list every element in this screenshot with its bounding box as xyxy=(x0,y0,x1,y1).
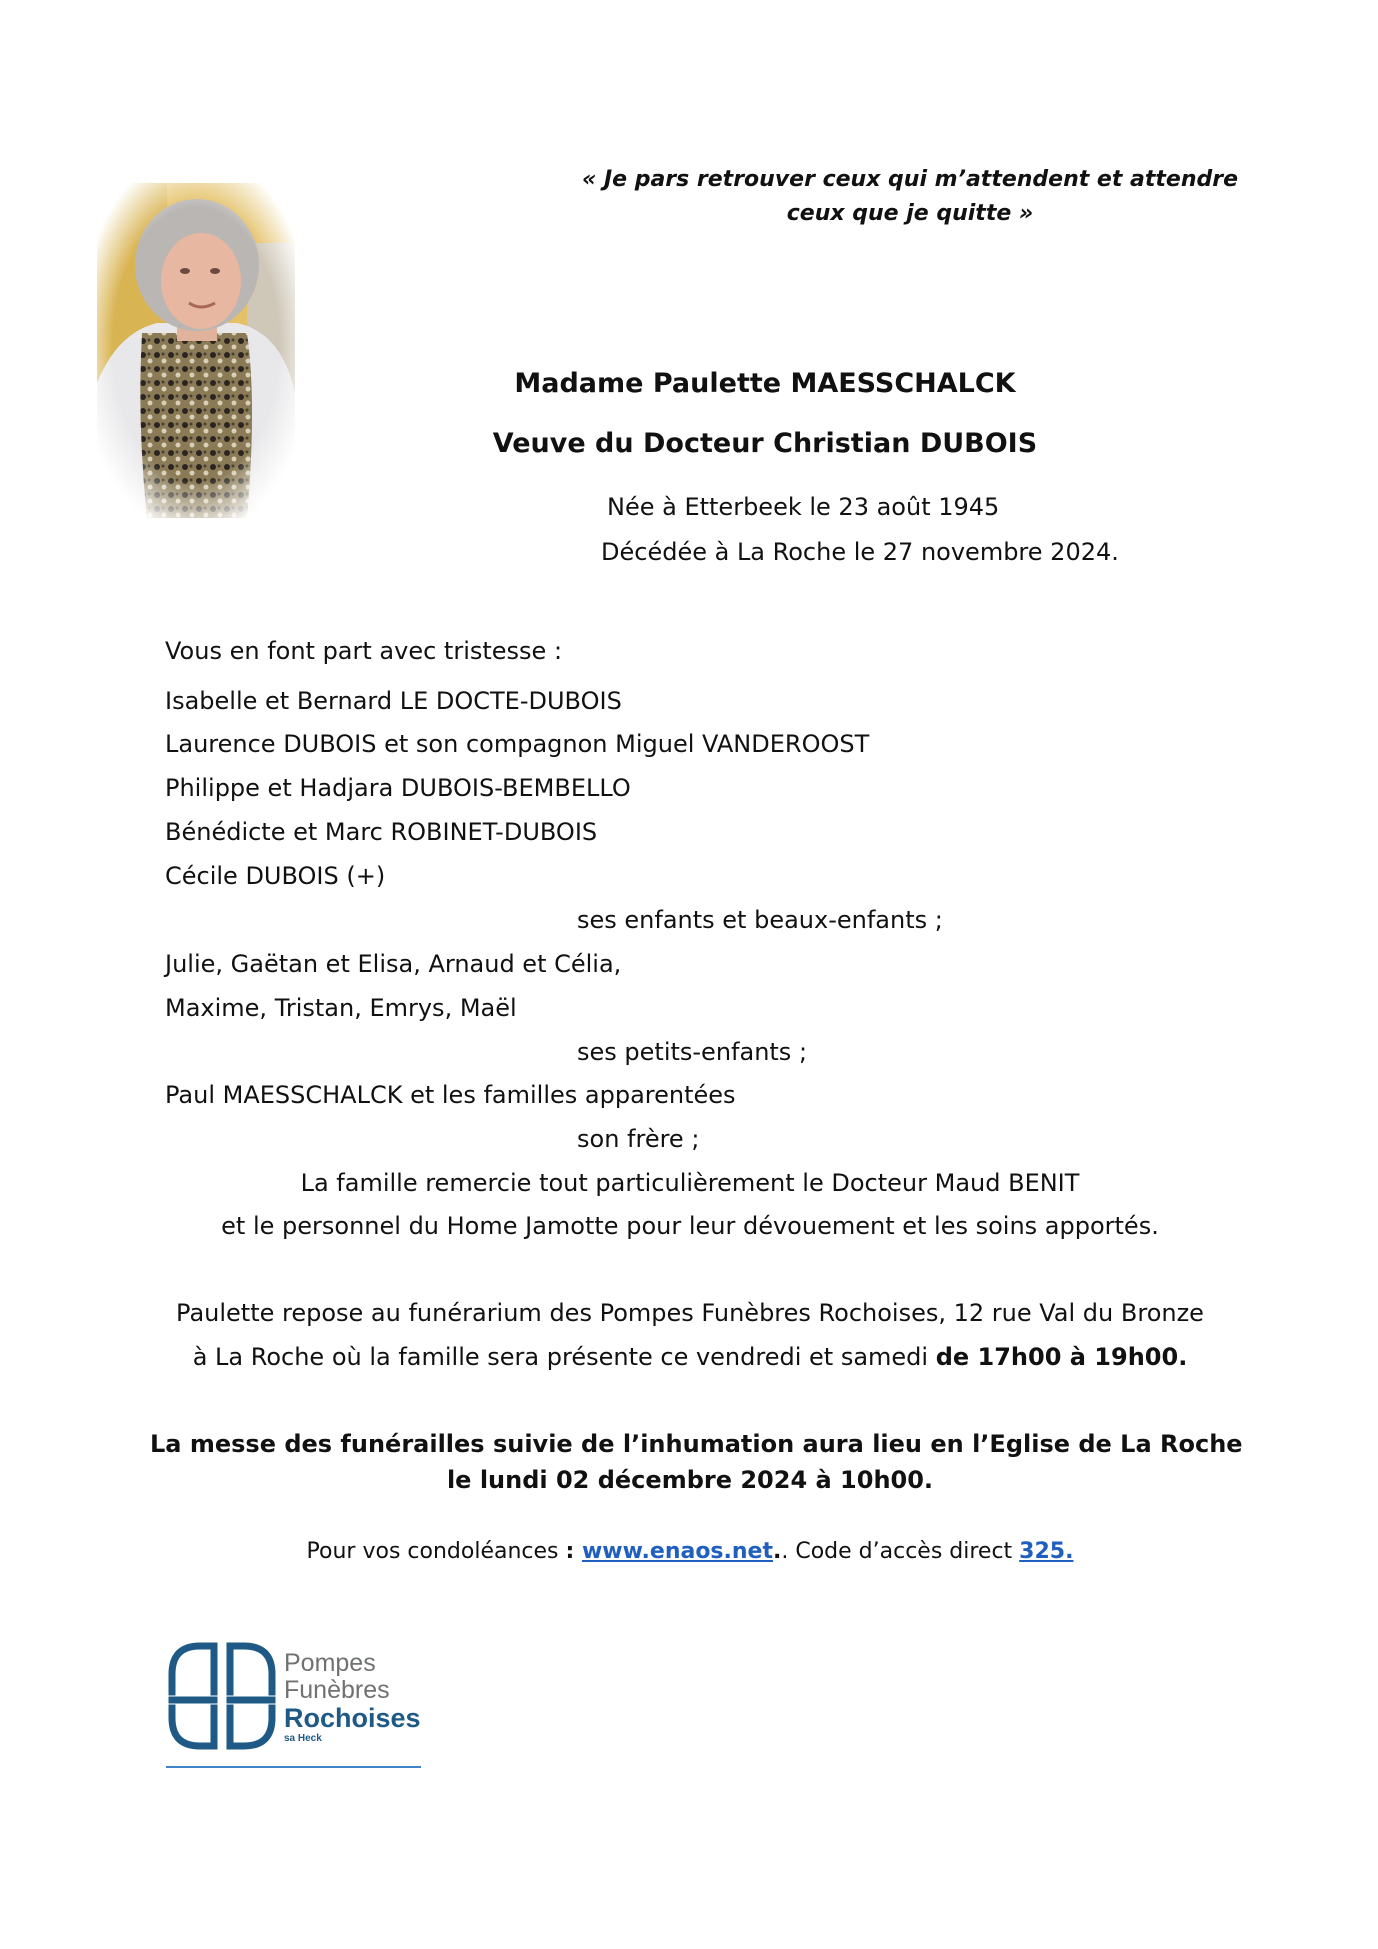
logo-wordmark xyxy=(284,1650,421,1744)
grandchildren-label: ses petits-enfants ; xyxy=(577,1038,808,1066)
funeral-home-logo xyxy=(166,1638,426,1768)
logo-line-2: Funèbres xyxy=(284,1676,390,1704)
child-entry: Isabelle et Bernard LE DOCTE-DUBOIS xyxy=(165,687,622,715)
portrait-image xyxy=(97,183,295,518)
birth-line: Née à Etterbeek le 23 août 1945 xyxy=(607,493,1000,521)
funeral-line-1: La messe des funérailles suivie de l’inhumation aura lieu en l’Eglise de La Roche xyxy=(150,1430,1243,1458)
epitaph-quote xyxy=(560,163,1260,231)
grandchildren-entry: Maxime, Tristan, Emrys, Maël xyxy=(165,994,517,1022)
access-code-link[interactable]: 325. xyxy=(1019,1539,1074,1564)
child-entry: Philippe et Hadjara DUBOIS-BEMBELLO xyxy=(165,774,631,802)
logo-line-3: Rochoises xyxy=(284,1703,421,1733)
children-label: ses enfants et beaux-enfants ; xyxy=(577,906,943,934)
death-line: Décédée à La Roche le 27 novembre 2024. xyxy=(601,538,1119,566)
condolences-label: Pour vos condoléances xyxy=(306,1539,566,1564)
child-entry: Laurence DUBOIS et son compagnon Miguel VANDEROOST xyxy=(165,730,870,758)
condolences-colon: : xyxy=(565,1539,582,1564)
child-entry: Bénédicte et Marc ROBINET-DUBOIS xyxy=(165,818,598,846)
brother-label: son frère ; xyxy=(577,1125,700,1153)
condolences-site-link[interactable]: www.enaos.net xyxy=(581,1539,773,1564)
condolences-line xyxy=(150,1537,1230,1567)
thanks-line-1: La famille remercie tout particulièrement le Docteur Maud BENIT xyxy=(300,1169,1080,1197)
child-entry: Cécile DUBOIS (+) xyxy=(165,862,386,890)
deceased-name: Madame Paulette MAESSCHALCK xyxy=(514,368,1016,399)
access-code-label: . Code d’accès direct xyxy=(781,1539,1020,1564)
logo-underline xyxy=(166,1766,421,1768)
portrait-photo xyxy=(97,183,295,518)
cross-emblem-icon xyxy=(166,1640,278,1752)
thanks-line-2: et le personnel du Home Jamotte pour leur dévouement et les soins apportés. xyxy=(221,1212,1159,1240)
logo-line-4: sa Heck xyxy=(284,1733,322,1744)
quote-line-2: ceux que je quitte » xyxy=(786,201,1034,226)
logo-line-1: Pompes xyxy=(284,1649,376,1677)
visitation-hours: de 17h00 à 19h00. xyxy=(935,1343,1188,1371)
quote-line-1: « Je pars retrouver ceux qui m’attendent et attendre xyxy=(581,167,1238,192)
brother-entry: Paul MAESSCHALCK et les familles apparentées xyxy=(165,1081,736,1109)
widow-of-line: Veuve du Docteur Christian DUBOIS xyxy=(492,428,1038,459)
funeral-line-2: le lundi 02 décembre 2024 à 10h00. xyxy=(446,1466,934,1494)
announcement-intro: Vous en font part avec tristesse : xyxy=(165,637,563,665)
condolences-dot: . xyxy=(773,1539,782,1564)
grandchildren-entry: Julie, Gaëtan et Elisa, Arnaud et Célia, xyxy=(165,950,622,978)
visitation-text: à La Roche où la famille sera présente ce vendredi et samedi xyxy=(192,1343,936,1371)
visitation-line-1: Paulette repose au funérarium des Pompes Funèbres Rochoises, 12 rue Val du Bronze xyxy=(176,1299,1204,1327)
visitation-line-2 xyxy=(150,1342,1230,1372)
